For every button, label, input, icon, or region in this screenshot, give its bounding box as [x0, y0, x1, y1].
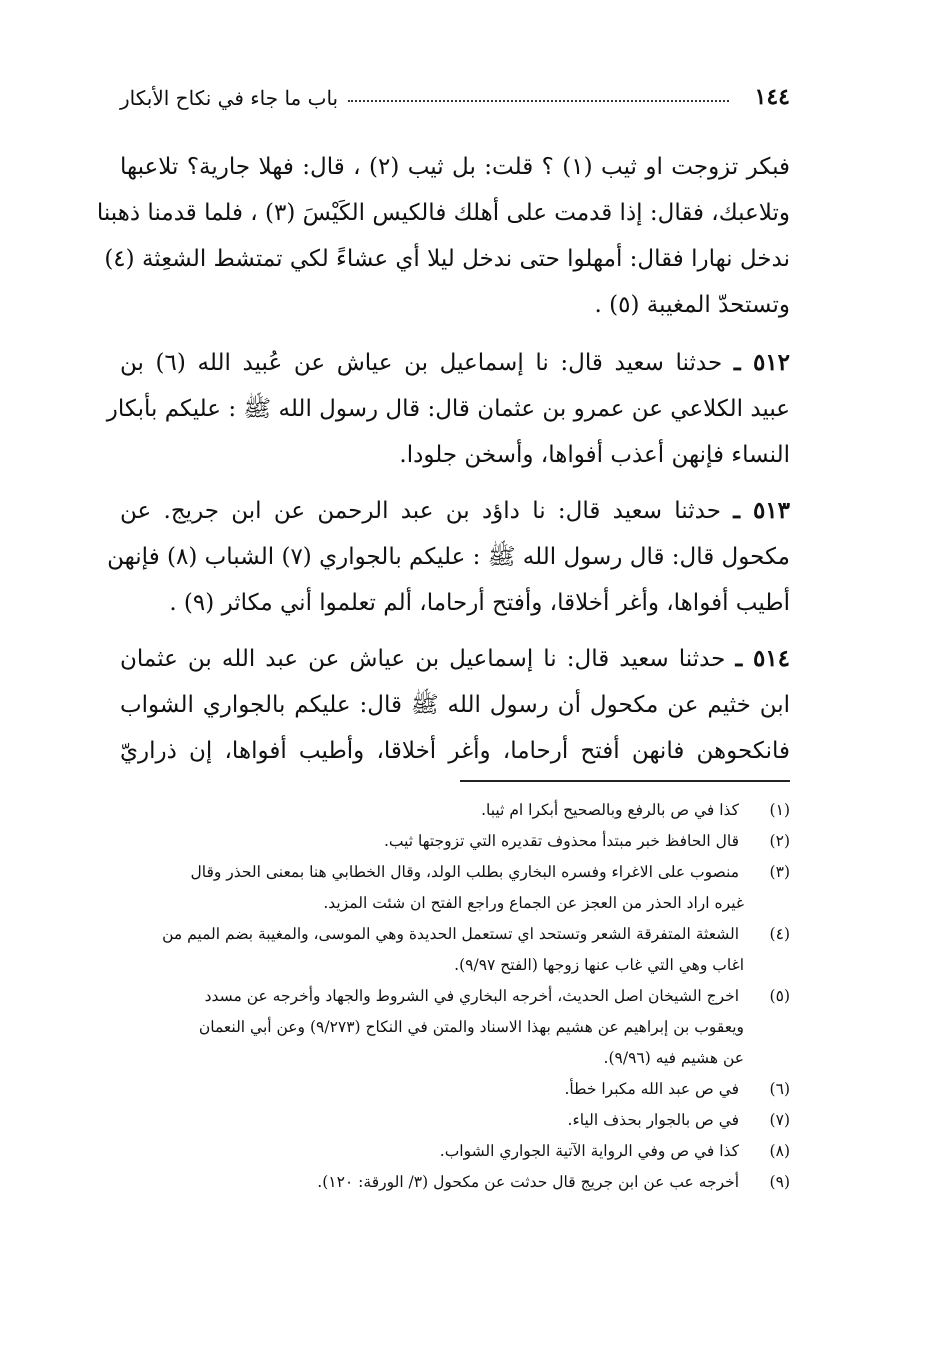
footnote-text: اخرج الشيخان اصل الحديث، أخرجه البخاري في الشروط والجهاد وأخرجه عن مسدد: [204, 987, 740, 1005]
footnote-1: [120, 795, 790, 826]
footnote-continuation: ويعقوب بن إبراهيم عن هشيم بهذا الاسناد والمتن في النكاح (٩/٢٧٣) وعن أبي النعمان: [198, 1018, 744, 1036]
footnote-text: أخرجه عب عن ابن جريج قال حدثت عن مكحول (٣/ الورقة: ١٢٠).: [317, 1173, 740, 1191]
hadith-512: [106, 340, 791, 478]
running-header: [120, 70, 790, 110]
footnote-text: كذا في ص بالرفع وبالصحيح أبكرا ام ثيبا.: [481, 801, 740, 819]
text-line: [120, 636, 790, 682]
footnote-label: (٧): [769, 1111, 790, 1129]
hadith-number: ٥١٢ ـ: [733, 349, 791, 376]
footnote-text: في ص بالجوار بحذف الياء.: [567, 1111, 740, 1129]
text-line: عبيد الكلاعي عن عمرو بن عثمان قال: قال رسول الله ﷺ : عليكم بأبكار: [106, 396, 790, 422]
footnote-4: [120, 919, 790, 950]
footnote-8: [120, 1136, 790, 1167]
footnote-label: (٨): [769, 1142, 790, 1160]
hadith-513: [107, 488, 790, 626]
footnotes: [120, 795, 790, 1198]
footnote-label: (٤): [769, 925, 790, 943]
footnote-5: [120, 981, 790, 1012]
footnote-continuation: اغاب وهي التي غاب عنها زوجها (الفتح ٩/٩٧).: [454, 956, 744, 974]
footnote-2: [120, 826, 790, 857]
footnote-text: الشعثة المتفرقة الشعر وتستحد اي تستعمل الحديدة وهي الموسى، والمغيبة بضم الميم من: [162, 925, 740, 943]
footnote-label: (٥): [769, 987, 790, 1005]
chapter-title: باب ما جاء في نكاح الأبكار: [120, 86, 339, 110]
footnote-7: [120, 1105, 790, 1136]
footnote-label: (٦): [769, 1080, 790, 1098]
text-line: وتستحدّ المغيبة (٥) .: [594, 292, 790, 318]
text-line: ابن خثيم عن مكحول أن رسول الله ﷺ قال: عليكم بالجواري الشواب: [120, 692, 790, 718]
footnote-label: (٣): [769, 863, 790, 881]
footnote-3: [120, 857, 790, 888]
text-line: فانكحوهن فانهن أفتح أرحاما، وأغر أخلاقا، وأطيب أفواها، إن ذراريّ: [120, 738, 790, 764]
footnote-continuation: غيره اراد الحذر من العجز عن الجماع وراجع الفتح ان شئت المزيد.: [323, 894, 744, 912]
text-line: النساء فإنهن أعذب أفواها، وأسخن جلودا.: [399, 442, 790, 468]
header-dotted-leader: [348, 100, 728, 102]
footnote-text: منصوب على الاغراء وفسره البخاري بطلب الولد، وقال الخطابي هنا بمعنى الحذر وقال: [190, 863, 740, 881]
footnote-continuation: عن هشيم فيه (٩/٩٦).: [603, 1049, 744, 1067]
footnote-text: كذا في ص وفي الرواية الآتية الجواري الشواب.: [439, 1142, 740, 1160]
text-line: وتلاعبك، فقال: إذا قدمت على أهلك فالكيس الكَيْسَ (٣) ، فلما قدمنا ذهبنا: [96, 200, 790, 226]
hadith-number: ٥١٤ ـ: [735, 645, 790, 672]
hadith-text: حدثنا سعيد قال: نا إسماعيل بن عياش عن عُبيد الله (٦) بن: [120, 350, 723, 376]
text-line: فبكر تزوجت او ثيب (١) ؟ قلت: بل ثيب (٢) ، قال: فهلا جارية؟ تلاعبها: [120, 154, 791, 180]
footnote-label: (٢): [769, 832, 790, 850]
paragraph-continuation: [96, 144, 791, 328]
footnote-6: [120, 1074, 790, 1105]
text-line: أطيب أفواها، وأغر أخلاقا، وأفتح أرحاما، ألم تعلموا أني مكاثر (٩) .: [169, 590, 790, 616]
footnote-9: [120, 1167, 790, 1198]
text-line: مكحول قال: قال رسول الله ﷺ : عليكم بالجواري (٧) الشباب (٨) فإنهن: [107, 544, 790, 570]
hadith-514: [120, 636, 790, 774]
text-line: ندخل نهارا فقال: أمهلوا حتى ندخل ليلا أي عشاءً لكي تمتشط الشعِثة (٤): [104, 246, 790, 272]
footnote-label: (٩): [769, 1173, 790, 1191]
text-line: [120, 340, 790, 386]
footnote-text: في ص عبد الله مكبرا خطأ.: [564, 1080, 740, 1098]
hadith-text: حدثنا سعيد قال: نا داؤد بن عبد الرحمن عن ابن جريج. عن: [120, 498, 721, 524]
hadith-number: ٥١٣ ـ: [733, 497, 790, 524]
footnote-label: (١): [769, 801, 790, 819]
page-number: ١٤٤: [754, 84, 790, 110]
footnote-separator: [460, 780, 790, 782]
hadith-text: حدثنا سعيد قال: نا إسماعيل بن عياش عن عبد الله بن عثمان: [120, 646, 726, 672]
text-line: [120, 488, 790, 534]
footnote-text: قال الحافظ خبر مبتدأ محذوف تقديره التي تزوجتها ثيب.: [383, 832, 740, 850]
